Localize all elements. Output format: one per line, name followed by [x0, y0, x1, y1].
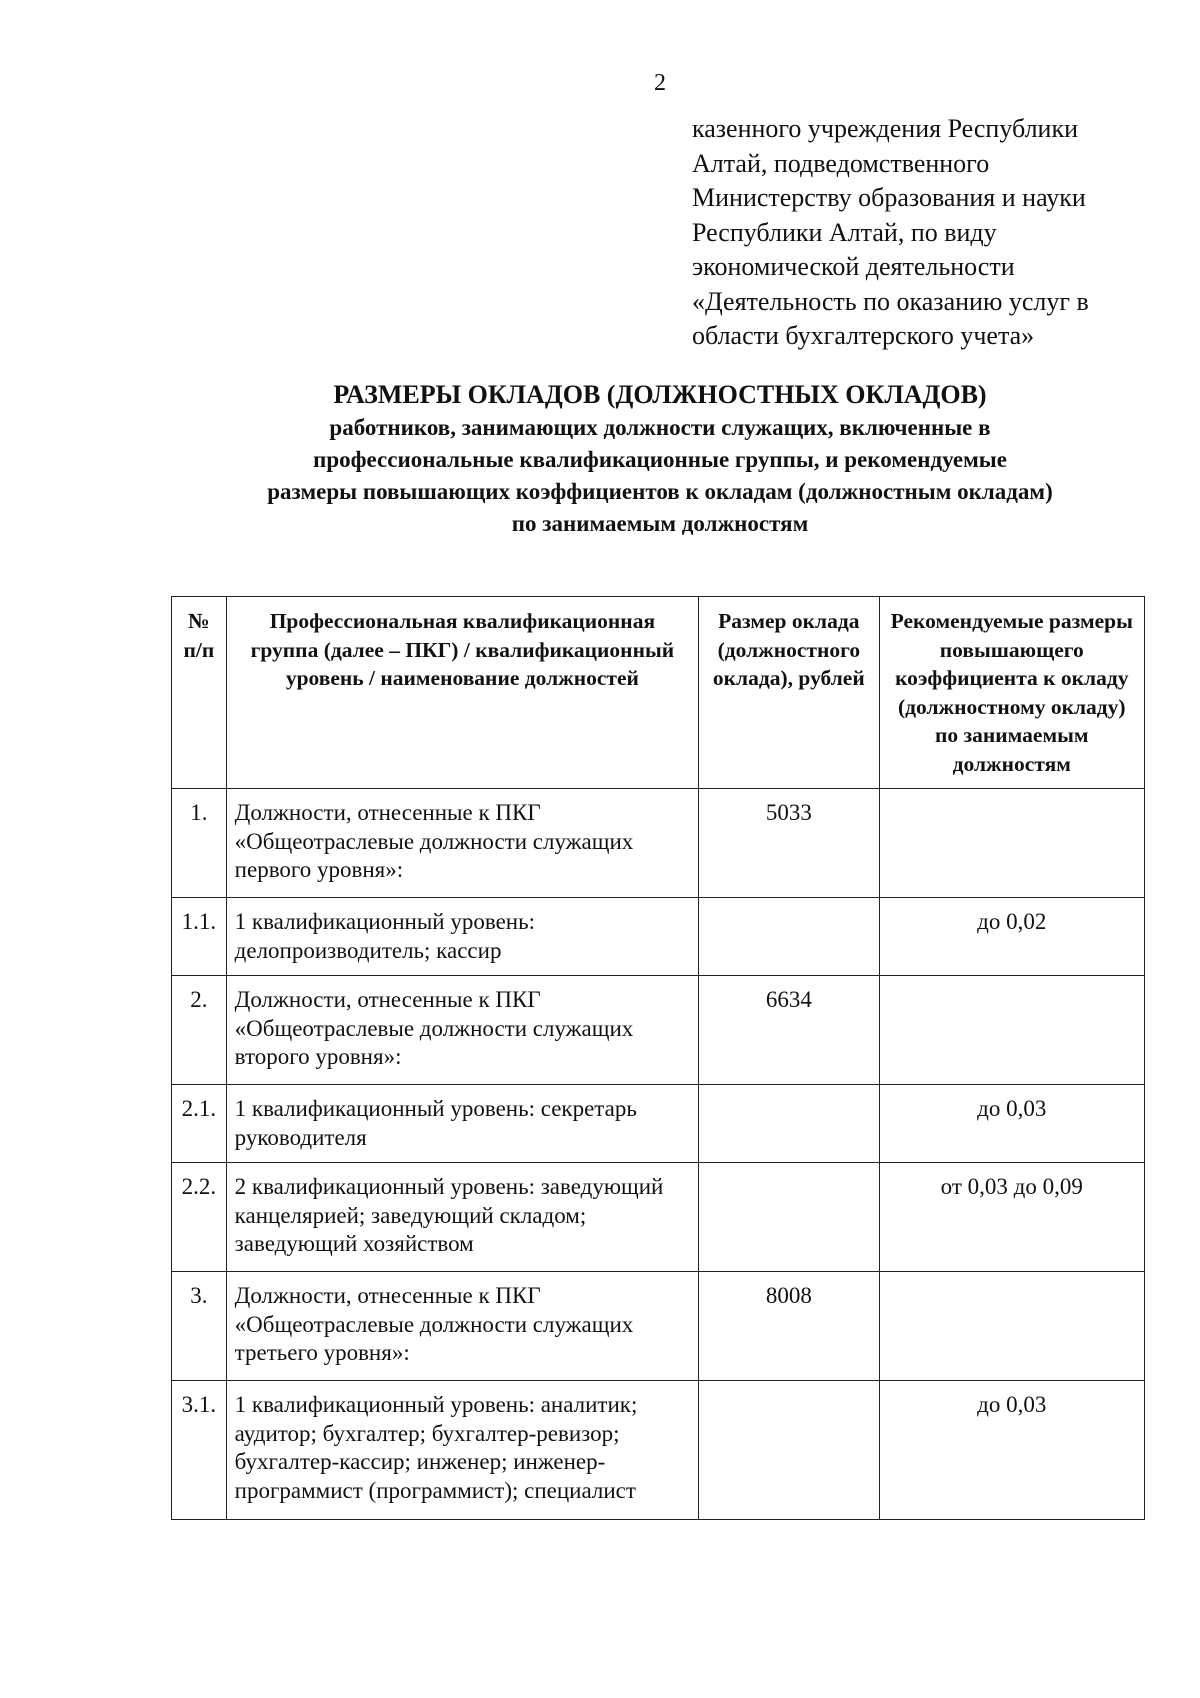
- row-number: 3.: [172, 1272, 227, 1381]
- row-salary: [699, 898, 879, 976]
- row-salary: [699, 1381, 879, 1520]
- side-note-line: Республики Алтай, по виду: [692, 217, 997, 247]
- row-number: 1.1.: [172, 898, 227, 976]
- table-row: [172, 789, 1145, 898]
- table-row: [172, 1163, 1145, 1272]
- table-header-row: [172, 597, 1145, 789]
- header-salary: Размер оклада (должностного оклада), рублей: [699, 597, 879, 789]
- document-heading: [160, 378, 1160, 540]
- row-coefficient: от 0,03 до 0,09: [879, 1163, 1144, 1272]
- document-subtitle-line: по занимаемым должностям: [511, 511, 809, 536]
- row-name: 1 квалификационный уровень: делопроизводитель; кассир: [226, 898, 698, 976]
- row-coefficient: до 0,03: [879, 1085, 1144, 1163]
- header-group-name: Профессиональная квалификационная группа (далее – ПКГ) / квалификационный уровень / наименование должностей: [226, 597, 698, 789]
- document-title: РАЗМЕРЫ ОКЛАДОВ (ДОЛЖНОСТНЫХ ОКЛАДОВ): [333, 380, 987, 409]
- approval-side-note: [692, 112, 1162, 354]
- row-name: 1 квалификационный уровень: секретарь руководителя: [226, 1085, 698, 1163]
- row-number: 1.: [172, 789, 227, 898]
- row-coefficient: до 0,02: [879, 898, 1144, 976]
- side-note-line: «Деятельность по оказанию услуг в: [692, 286, 1089, 316]
- row-salary: 5033: [699, 789, 879, 898]
- table-row: [172, 976, 1145, 1085]
- document-subtitle-line: размеры повышающих коэффициентов к окладам (должностным окладам): [267, 479, 1053, 504]
- table-row: [172, 1085, 1145, 1163]
- row-coefficient: [879, 1272, 1144, 1381]
- header-number: № п/п: [172, 597, 227, 789]
- row-name: 1 квалификационный уровень: аналитик; аудитор; бухгалтер; бухгалтер-ревизор; бухгалтер-кассир; инженер; инженер-программист (программист); специалист: [226, 1381, 698, 1520]
- row-number: 3.1.: [172, 1381, 227, 1520]
- row-number: 2.1.: [172, 1085, 227, 1163]
- document-subtitle-line: работников, занимающих должности служащих, включенные в: [329, 415, 991, 440]
- row-salary: 6634: [699, 976, 879, 1085]
- document-subtitle-line: профессиональные квалификационные группы, и рекомендуемые: [313, 447, 1007, 472]
- row-name: 2 квалификационный уровень: заведующий канцелярией; заведующий складом; заведующий хозяйством: [226, 1163, 698, 1272]
- row-coefficient: [879, 789, 1144, 898]
- table-row: [172, 898, 1145, 976]
- row-number: 2.2.: [172, 1163, 227, 1272]
- page-number: 2: [654, 70, 666, 96]
- row-name: Должности, отнесенные к ПКГ «Общеотраслевые должности служащих первого уровня»:: [226, 789, 698, 898]
- table-row: [172, 1381, 1145, 1520]
- salary-table: [171, 596, 1145, 1520]
- row-salary: [699, 1085, 879, 1163]
- side-note-line: казенного учреждения Республики: [692, 114, 1079, 143]
- side-note-line: области бухгалтерского учета»: [692, 321, 1035, 350]
- row-salary: [699, 1163, 879, 1272]
- side-note-line: Министерству образования и науки: [692, 183, 1086, 212]
- row-number: 2.: [172, 976, 227, 1085]
- side-note-line: экономической деятельности: [692, 252, 1015, 281]
- header-coefficient: Рекомендуемые размеры повышающего коэффициента к окладу (должностному окладу) по занимаемым должностям: [879, 597, 1144, 789]
- row-coefficient: [879, 976, 1144, 1085]
- row-salary: 8008: [699, 1272, 879, 1381]
- table-row: [172, 1272, 1145, 1381]
- row-coefficient: до 0,03: [879, 1381, 1144, 1520]
- row-name: Должности, отнесенные к ПКГ «Общеотраслевые должности служащих второго уровня»:: [226, 976, 698, 1085]
- row-name: Должности, отнесенные к ПКГ «Общеотраслевые должности служащих третьего уровня»:: [226, 1272, 698, 1381]
- side-note-line: Алтай, подведомственного: [692, 148, 990, 178]
